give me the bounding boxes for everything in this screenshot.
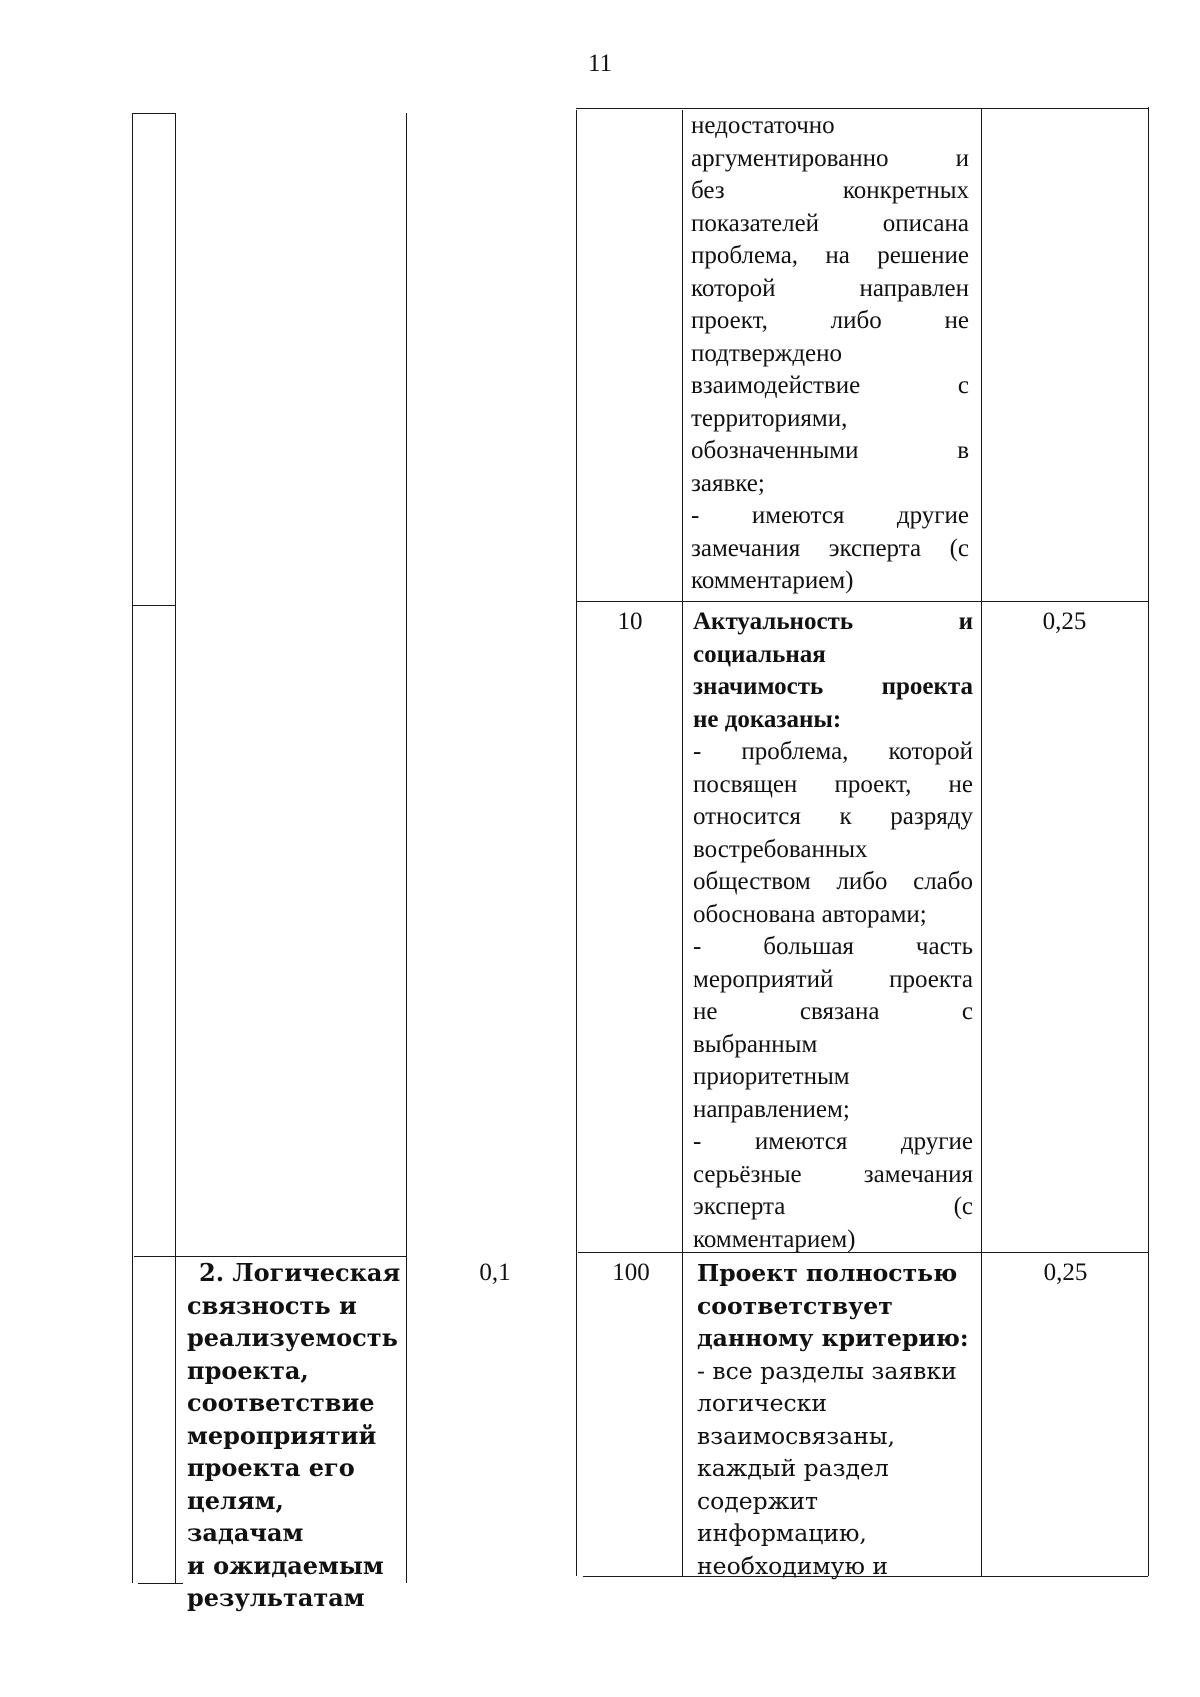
left-col-border-1 (132, 113, 133, 1583)
text-line: показателей описана (691, 209, 969, 237)
right-top-border (576, 108, 1148, 109)
left-row-border-1 (132, 605, 175, 606)
text-line: проблема, на решение (691, 242, 969, 269)
text-line: приоритетным (693, 1063, 850, 1090)
row-b-score: 10 (617, 608, 643, 635)
heading-line: Актуальность и (693, 608, 973, 635)
text-line: посвящен проект, не (693, 770, 973, 798)
criterion-line: целям, задачам (187, 1485, 304, 1547)
text-line: - имеются другие (691, 502, 969, 529)
text-line: мероприятий проекта (693, 965, 973, 993)
text-line: подтверждено (691, 339, 843, 367)
heading-line: не доказаны: (693, 705, 842, 733)
criterion-line: реализуемость (187, 1323, 398, 1352)
text-line: замечания эксперта (с (691, 534, 969, 562)
text-line: необходимую и (697, 1551, 889, 1580)
text-line: без конкретных (691, 177, 969, 204)
row-c-weight: 0,1 (479, 1259, 511, 1286)
text-line: взаимосвязаны, (697, 1421, 896, 1450)
text-line: эксперта (с (693, 1193, 973, 1220)
row-b-description (693, 606, 973, 1256)
heading-line: Проект полностью (697, 1259, 958, 1287)
heading-line: данному критерию: (697, 1324, 969, 1352)
page-number: 11 (587, 50, 613, 77)
text-line: которой направлен (691, 274, 969, 302)
text-line: серьёзные замечания (693, 1160, 973, 1188)
left-col-border-3 (406, 113, 407, 1583)
row-c-description (697, 1257, 977, 1582)
text-line: направлением; (693, 1095, 850, 1123)
criterion-line: связность и (187, 1290, 357, 1320)
text-line: информацию, (697, 1519, 867, 1547)
text-line: логически (697, 1389, 828, 1417)
text-line: территориями, (691, 404, 848, 432)
right-col-border-3 (981, 108, 982, 1576)
text-line: относится к разряду (693, 803, 973, 830)
text-line: - проблема, которой (693, 738, 973, 765)
criterion-line: соответствие (187, 1388, 375, 1417)
text-line: обоснована авторами; (693, 900, 927, 928)
text-line: недостаточно (691, 112, 835, 139)
criterion-line: проекта, (187, 1355, 309, 1385)
text-line: содержит (697, 1486, 819, 1515)
text-line: - все разделы заявки (697, 1356, 957, 1385)
text-line: востребованных (693, 835, 868, 863)
right-col-border-1 (576, 110, 577, 1576)
left-top-border (132, 113, 175, 114)
text-line: - имеются другие (693, 1128, 973, 1155)
criterion-line: и ожидаемым (187, 1550, 384, 1580)
text-line: каждый раздел (697, 1454, 889, 1482)
text-line: обществом либо слабо (693, 868, 973, 895)
text-line: заявке; (691, 469, 765, 497)
row-c-coefficient: 0,25 (1043, 1259, 1088, 1286)
text-line: - большая часть (693, 933, 973, 960)
criterion-line: мероприятий (187, 1420, 377, 1450)
text-line: не связана с (693, 998, 973, 1025)
text-line: комментарием) (691, 567, 854, 594)
row-c-criterion (187, 1257, 402, 1615)
text-line: обозначенными в (691, 437, 969, 464)
left-bottom-border (138, 1583, 183, 1584)
left-col-border-2 (175, 113, 176, 1583)
row-a-description (691, 110, 969, 598)
criterion-line: проекта его (187, 1453, 355, 1482)
row-b-coefficient: 0,25 (1042, 608, 1087, 635)
right-row-border-1 (576, 601, 1148, 602)
text-line: проект, либо не (691, 307, 969, 334)
text-line: выбранным (693, 1030, 818, 1058)
heading-line: значимость проекта (693, 673, 973, 700)
text-line: комментарием) (693, 1225, 856, 1253)
text-line: взаимодействие с (691, 372, 969, 399)
row-c-score: 100 (612, 1259, 650, 1286)
heading-line: соответствует (697, 1291, 893, 1320)
heading-line: социальная (693, 640, 826, 668)
right-col-border-2 (682, 110, 683, 1576)
text-line: аргументированно и (691, 144, 969, 172)
criterion-line: результатам (187, 1583, 365, 1612)
right-col-border-4 (1148, 107, 1149, 1576)
criterion-line: 2. Логическая (199, 1258, 401, 1287)
